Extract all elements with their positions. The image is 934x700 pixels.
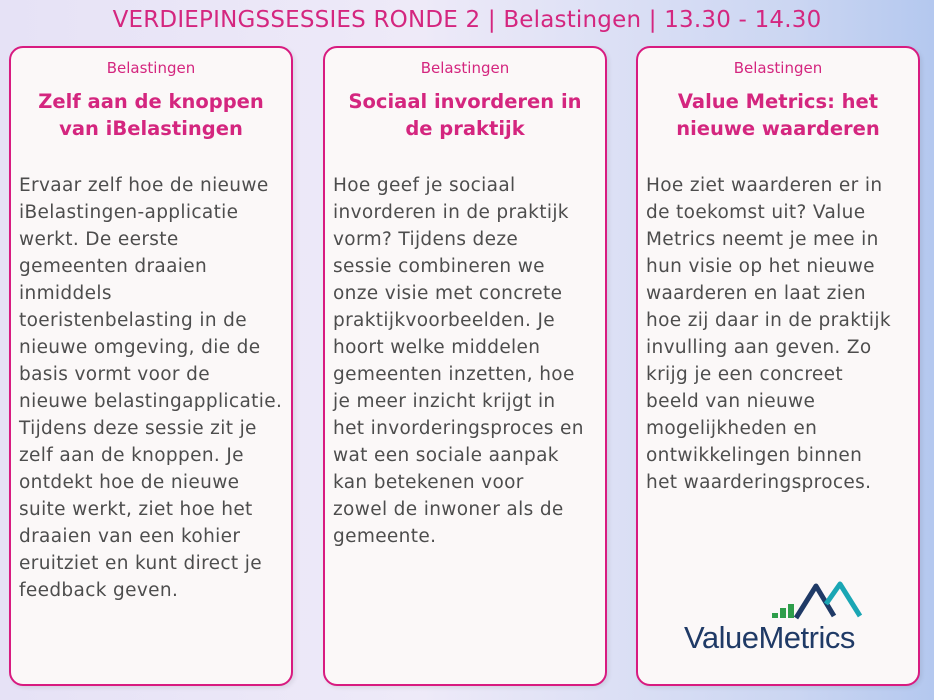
description-line: werkt. De eerste	[19, 229, 179, 250]
description-line: ontwikkelingen binnen	[646, 445, 863, 466]
description-line: praktijkvoorbeelden. Je	[333, 310, 555, 331]
description-line: beeld van nieuwe	[646, 391, 816, 412]
card-category: Belastingen	[106, 59, 196, 77]
description-line: toeristenbelasting in de	[19, 310, 247, 331]
card-title-line: van iBelastingen	[59, 117, 243, 140]
description-line: sessie combineren we	[333, 256, 545, 277]
card-description	[19, 172, 285, 604]
description-line: Hoe geef je sociaal	[333, 175, 516, 196]
session-card-ibelastingen	[9, 46, 293, 686]
card-title	[11, 88, 291, 142]
description-line: zowel de inwoner als de	[333, 499, 564, 520]
description-line: Hoe ziet waarderen er in	[646, 175, 883, 196]
description-line: je meer inzicht krijgt in	[333, 391, 556, 412]
card-category: Belastingen	[420, 59, 510, 77]
description-line: hun visie op het nieuwe	[646, 256, 875, 277]
description-line: Metrics neemt je mee in	[646, 229, 879, 250]
description-line: gemeenten draaien	[19, 256, 208, 277]
description-line: draaien van een kohier	[19, 526, 241, 547]
description-line: inmiddels	[19, 283, 112, 304]
session-card-sociaal-invorderen	[323, 46, 607, 686]
session-card-value-metrics	[636, 46, 920, 686]
description-line: wat een sociale aanpak	[333, 445, 559, 466]
description-line: hoort welke middelen	[333, 337, 541, 358]
page-title: VERDIEPINGSSESSIES RONDE 2 | Belastingen | 13.30 - 14.30	[112, 7, 822, 33]
description-line: het waarderingsproces.	[646, 472, 872, 493]
card-title-line: de praktijk	[405, 117, 525, 140]
card-title	[638, 88, 918, 142]
description-line: het invorderingsproces en	[333, 418, 584, 439]
description-line: feedback geven.	[19, 580, 179, 601]
description-line: vorm? Tijdens deze	[333, 229, 519, 250]
description-line: gemeente.	[333, 526, 437, 547]
card-title	[325, 88, 605, 142]
valuemetrics-logo	[684, 580, 884, 660]
description-line: zelf aan de knoppen. Je	[19, 445, 244, 466]
description-line: eruitziet en kunt direct je	[19, 553, 262, 574]
description-line: nieuwe belastingapplicatie.	[19, 391, 283, 412]
description-line: Ervaar zelf hoe de nieuwe	[19, 175, 269, 196]
card-title-line: Sociaal invorderen in	[348, 90, 582, 113]
description-line: hoe zij daar in de praktijk	[646, 310, 891, 331]
description-line: gemeenten inzetten, hoe	[333, 364, 575, 385]
description-line: ontdekt hoe de nieuwe	[19, 472, 240, 493]
description-line: Tijdens deze sessie zit je	[19, 418, 257, 439]
description-line: mogelijkheden en	[646, 418, 818, 439]
card-category: Belastingen	[733, 59, 823, 77]
description-line: basis vormt voor de	[19, 364, 210, 385]
card-description	[333, 172, 599, 550]
description-line: nieuwe omgeving, die de	[19, 337, 261, 358]
card-title-line: Zelf aan de knoppen	[38, 90, 264, 113]
description-line: invorderen in de praktijk	[333, 202, 569, 223]
house-graph-icon	[772, 580, 882, 624]
card-description	[646, 172, 912, 496]
description-line: suite werkt, ziet hoe het	[19, 499, 253, 520]
card-title-line: nieuwe waarderen	[676, 117, 880, 140]
description-line: waarderen en laat zien	[646, 283, 866, 304]
description-line: invulling aan geven. Zo	[646, 337, 872, 358]
description-line: de toekomst uit? Value	[646, 202, 866, 223]
description-line: kan betekenen voor	[333, 472, 524, 493]
description-line: onze visie met concrete	[333, 283, 563, 304]
description-line: krijg je een concreet	[646, 364, 843, 385]
logo-wordmark: ValueMetrics	[684, 620, 855, 655]
description-line: iBelastingen-applicatie	[19, 202, 239, 223]
card-title-line: Value Metrics: het	[677, 90, 879, 113]
